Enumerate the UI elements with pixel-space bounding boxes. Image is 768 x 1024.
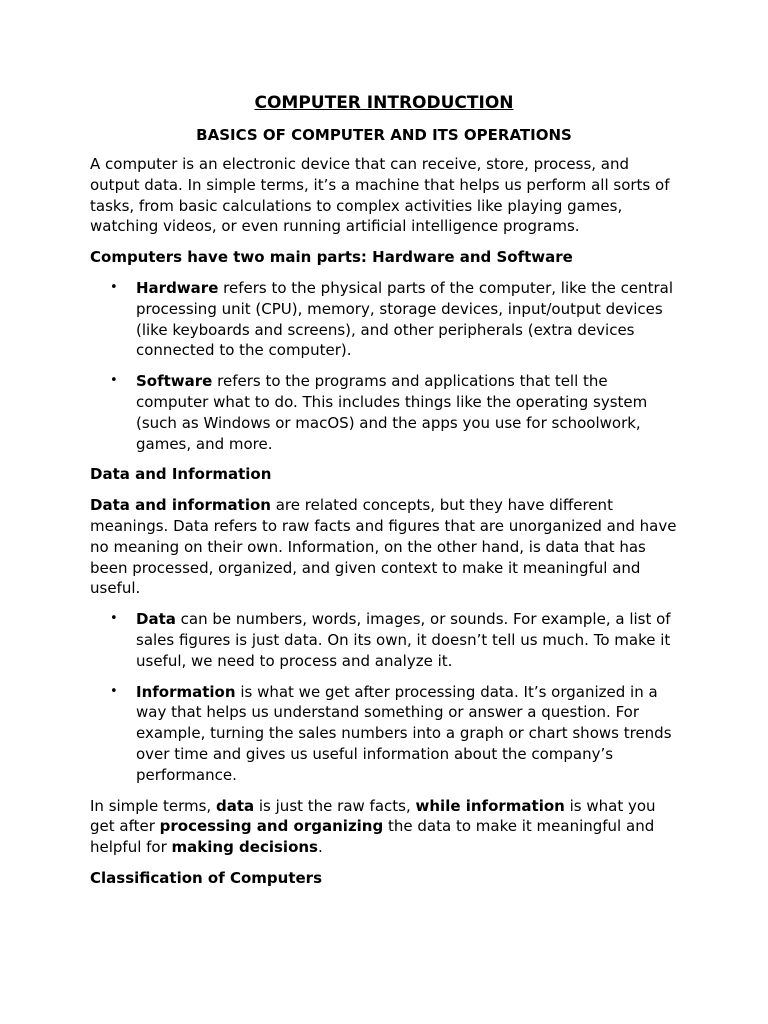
list-item-information <box>90 682 678 786</box>
parts-list <box>90 278 678 454</box>
summary-text-1: In simple terms, <box>90 796 216 815</box>
bullet-icon: • <box>110 611 118 627</box>
summary-bold-information: while information <box>415 796 565 815</box>
document-title: COMPUTER INTRODUCTION <box>254 93 514 113</box>
data-heading: Data and Information <box>90 465 272 484</box>
bullet-icon: • <box>110 373 118 389</box>
list-item-hardware <box>90 278 678 361</box>
summary-bold-data: data <box>215 796 255 815</box>
summary-text-3: is what you get after <box>90 796 656 836</box>
summary-text-5: . <box>317 838 323 857</box>
data-paragraph <box>90 495 678 599</box>
term-software: Software <box>136 372 213 391</box>
summary-bold-processing: processing and organizing <box>159 817 384 836</box>
data-paragraph-text: are related concepts, but they have different meanings. Data refers to raw facts and figures that are unorganized and have no meaning on their own. Information, on the other hand, is data that has been processed, organized, and given context to make it meaningful and useful. <box>90 496 677 598</box>
list-item-software <box>90 371 678 454</box>
parts-heading: Computers have two main parts: Hardware and Software <box>90 248 573 267</box>
term-data: Data <box>136 610 176 629</box>
hardware-description: refers to the physical parts of the computer, like the central processing unit (CPU), memory, storage devices, input/output devices (like keyboards and screens), and other peripherals (extra devices connected to the computer). <box>136 278 674 360</box>
information-description: is what we get after processing data. It’s organized in a way that helps us understand something or answer a question. For example, turning the sales numbers into a graph or chart shows trends over time and gives us useful information about the company’s performance. <box>136 682 672 784</box>
summary-bold-decisions: making decisions <box>171 838 318 857</box>
intro-paragraph: A computer is an electronic device that can receive, store, process, and output data. In simple terms, it’s a machine that helps us perform all sorts of tasks, from basic calculations to complex activities like playing games, watching videos, or even running artificial intelligence programs. <box>90 155 670 236</box>
term-hardware: Hardware <box>136 278 219 297</box>
data-list <box>90 609 678 785</box>
summary-text-2: is just the raw facts, <box>254 796 416 815</box>
list-item-data <box>90 609 678 671</box>
software-description: refers to the programs and applications that tell the computer what to do. This includes things like the operating system (such as Windows or macOS) and the apps you use for schoolwork, games, and more. <box>136 372 648 453</box>
bullet-icon: • <box>110 683 118 699</box>
summary-paragraph <box>90 796 678 858</box>
classification-heading: Classification of Computers <box>90 868 323 887</box>
document-subtitle: BASICS OF COMPUTER AND ITS OPERATIONS <box>196 126 572 144</box>
bullet-icon: • <box>110 279 118 295</box>
term-data-and-information: Data and information <box>90 496 271 515</box>
summary-text-4: the data to make it meaningful and helpful for <box>90 817 655 857</box>
data-description: can be numbers, words, images, or sounds. For example, a list of sales figures is just data. On its own, it doesn’t tell us much. To make it useful, we need to process and analyze it. <box>136 610 671 670</box>
term-information: Information <box>136 682 236 701</box>
